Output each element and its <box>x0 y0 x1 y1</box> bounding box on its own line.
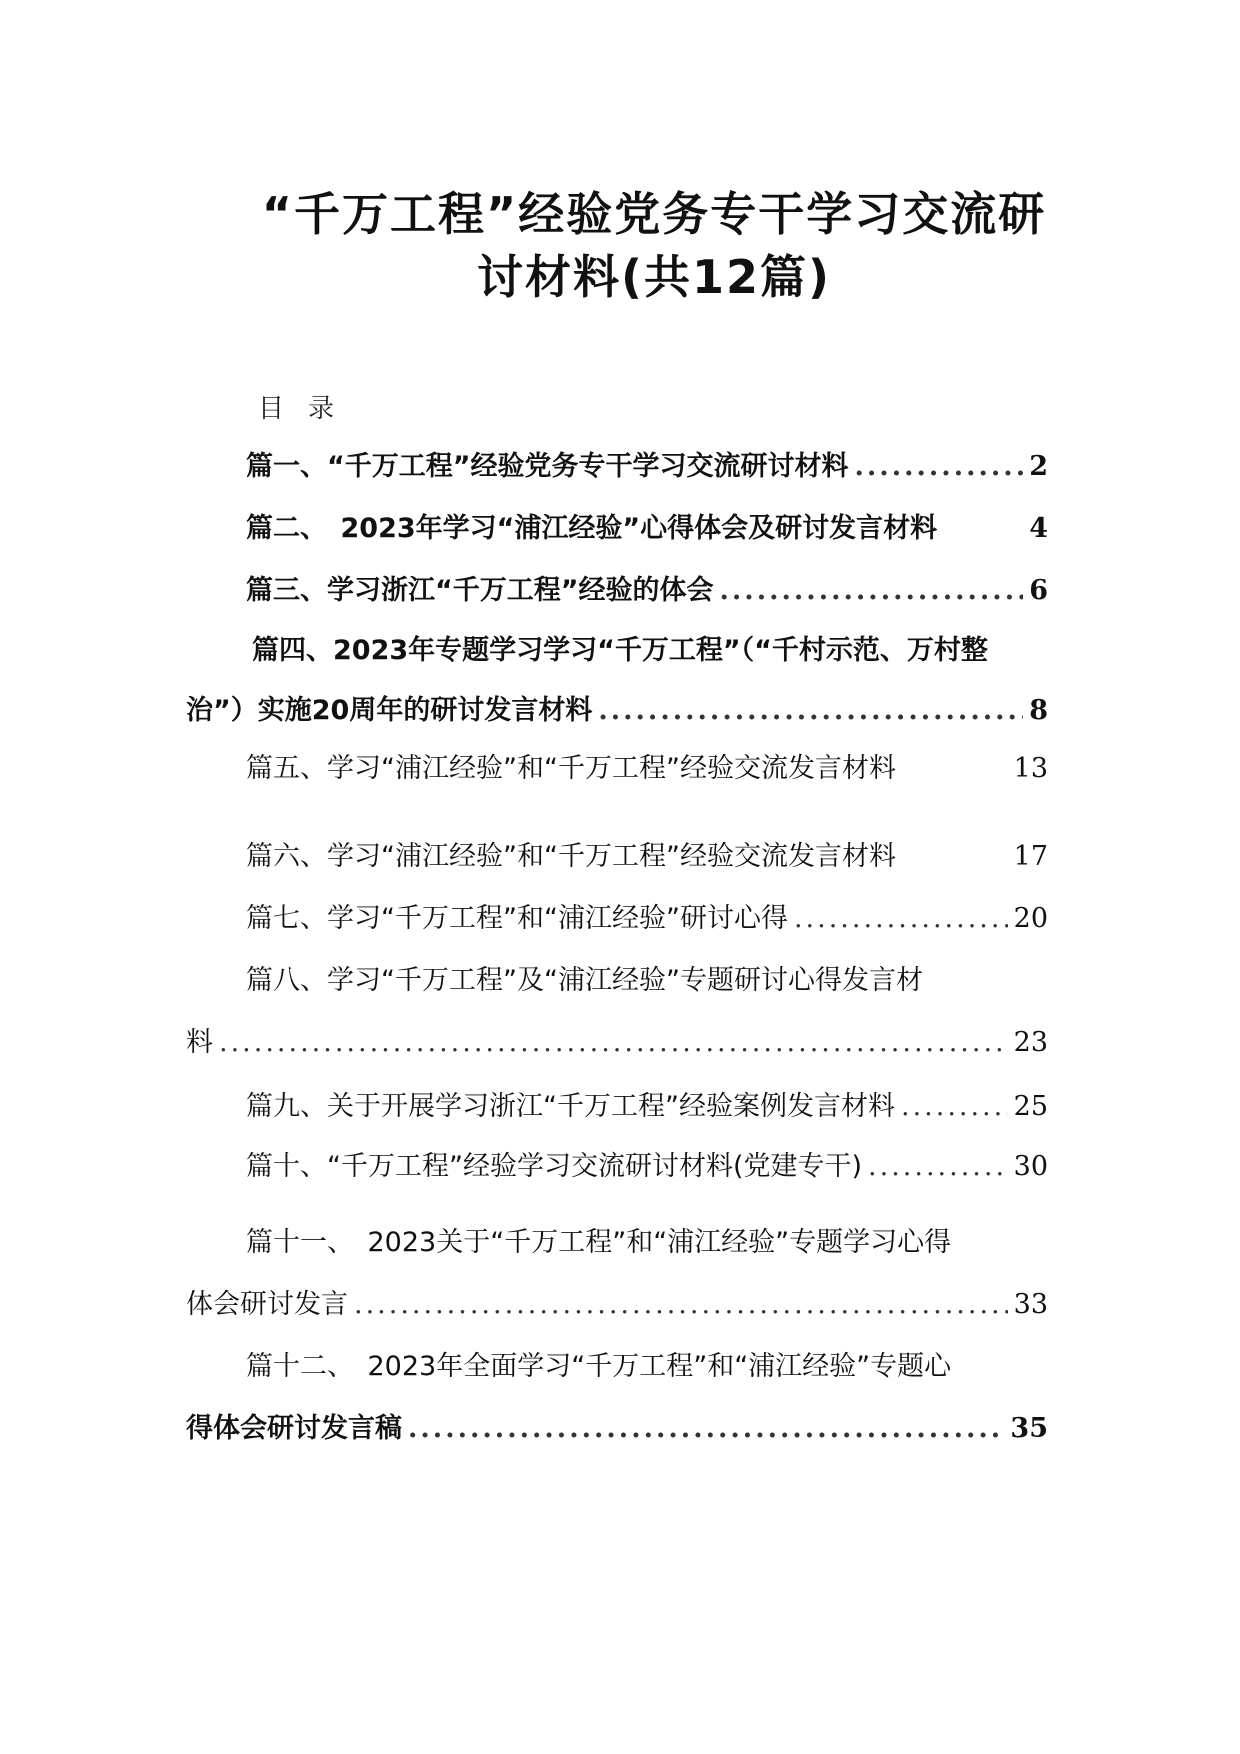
toc-heading: 目录 <box>258 394 359 424</box>
toc-entry-label: 篇七、学习“千万工程”和“浦江经验”研讨心得 <box>246 903 788 934</box>
document-title-line-1: “千万工程”经验党务专干学习交流研 <box>261 187 1047 241</box>
toc-entry-4-line-1[interactable] <box>186 634 1048 668</box>
toc-entry-8-line-2[interactable] <box>186 1026 1048 1060</box>
toc-entry-4-line-2[interactable] <box>186 694 1048 728</box>
toc-leader-dots <box>868 1150 1008 1184</box>
document-title-line-2: 讨材料(共12篇) <box>476 250 832 304</box>
toc-entry-1[interactable] <box>186 450 1048 484</box>
toc-page-number: 6 <box>1029 575 1048 606</box>
toc-entry-label: 篇九、关于开展学习浙江“千万工程”经验案例发言材料 <box>246 1091 895 1122</box>
toc-entry-10[interactable] <box>186 1150 1048 1184</box>
toc-entry-9[interactable] <box>186 1090 1048 1124</box>
toc-entry-label: 篇八、学习“千万工程”及“浦江经验”专题研讨心得发言材 <box>246 965 923 996</box>
toc-entry-label: 篇十二、 2023年全面学习“千万工程”和“浦江经验”专题心 <box>246 1351 952 1382</box>
toc-page-number: 35 <box>1010 1413 1048 1444</box>
toc-entry-label: 体会研讨发言 <box>186 1289 348 1320</box>
toc-leader-dots <box>598 694 1023 728</box>
toc-entry-2[interactable] <box>186 512 1048 546</box>
toc-entry-label: 料 <box>186 1027 213 1058</box>
toc-page-number: 25 <box>1013 1091 1048 1122</box>
toc-leader-dots <box>219 1026 1008 1060</box>
toc-entry-label: 篇二、 2023年学习“浦江经验”心得体会及研讨发言材料 <box>246 513 938 544</box>
toc-leader-dots <box>408 1412 1004 1446</box>
toc-page-number: 17 <box>1013 841 1048 872</box>
toc-entry-label: 篇四、2023年专题学习学习“千万工程”（“千村示范、万村整 <box>252 635 988 666</box>
toc-entry-3[interactable] <box>186 574 1048 608</box>
toc-entry-label: 篇三、学习浙江“千万工程”经验的体会 <box>246 575 714 606</box>
toc-entry-12-line-2[interactable] <box>186 1412 1048 1446</box>
toc-page-number: 4 <box>1029 513 1048 544</box>
toc-entry-label: 得体会研讨发言稿 <box>186 1413 402 1444</box>
toc-entry-label: 篇五、学习“浦江经验”和“千万工程”经验交流发言材料 <box>246 753 896 784</box>
toc-entry-12-line-1[interactable] <box>186 1350 1048 1384</box>
toc-leader-dots <box>794 902 1008 936</box>
toc-entry-label: 篇十、“千万工程”经验学习交流研讨材料(党建专干) <box>246 1151 863 1182</box>
toc-leader-dots <box>901 1090 1008 1124</box>
toc-leader-dots <box>354 1288 1008 1322</box>
toc-entry-7[interactable] <box>186 902 1048 936</box>
toc-page-number: 20 <box>1013 903 1048 934</box>
toc-entry-5[interactable] <box>186 752 1048 786</box>
toc-entry-11-line-1[interactable] <box>186 1226 1048 1260</box>
toc-leader-dots <box>720 574 1024 608</box>
toc-entry-label: 篇一、“千万工程”经验党务专干学习交流研讨材料 <box>246 451 849 482</box>
toc-entry-8-line-1[interactable] <box>186 964 1048 998</box>
toc-entry-label: 篇十一、 2023关于“千万工程”和“浦江经验”专题学习心得 <box>246 1227 952 1258</box>
toc-leader-dots <box>855 450 1024 484</box>
toc-page-number: 33 <box>1013 1289 1048 1320</box>
toc-entry-11-line-2[interactable] <box>186 1288 1048 1322</box>
toc-page-number: 23 <box>1013 1027 1048 1058</box>
toc-entry-label: 篇六、学习“浦江经验”和“千万工程”经验交流发言材料 <box>246 841 896 872</box>
toc-page-number: 30 <box>1013 1151 1048 1182</box>
toc-entry-label: 治”）实施20周年的研讨发言材料 <box>186 695 593 726</box>
toc-page-number: 13 <box>1013 753 1048 784</box>
toc-entry-6[interactable] <box>186 840 1048 874</box>
toc-page-number: 8 <box>1029 695 1048 726</box>
toc-page-number: 2 <box>1029 451 1048 482</box>
